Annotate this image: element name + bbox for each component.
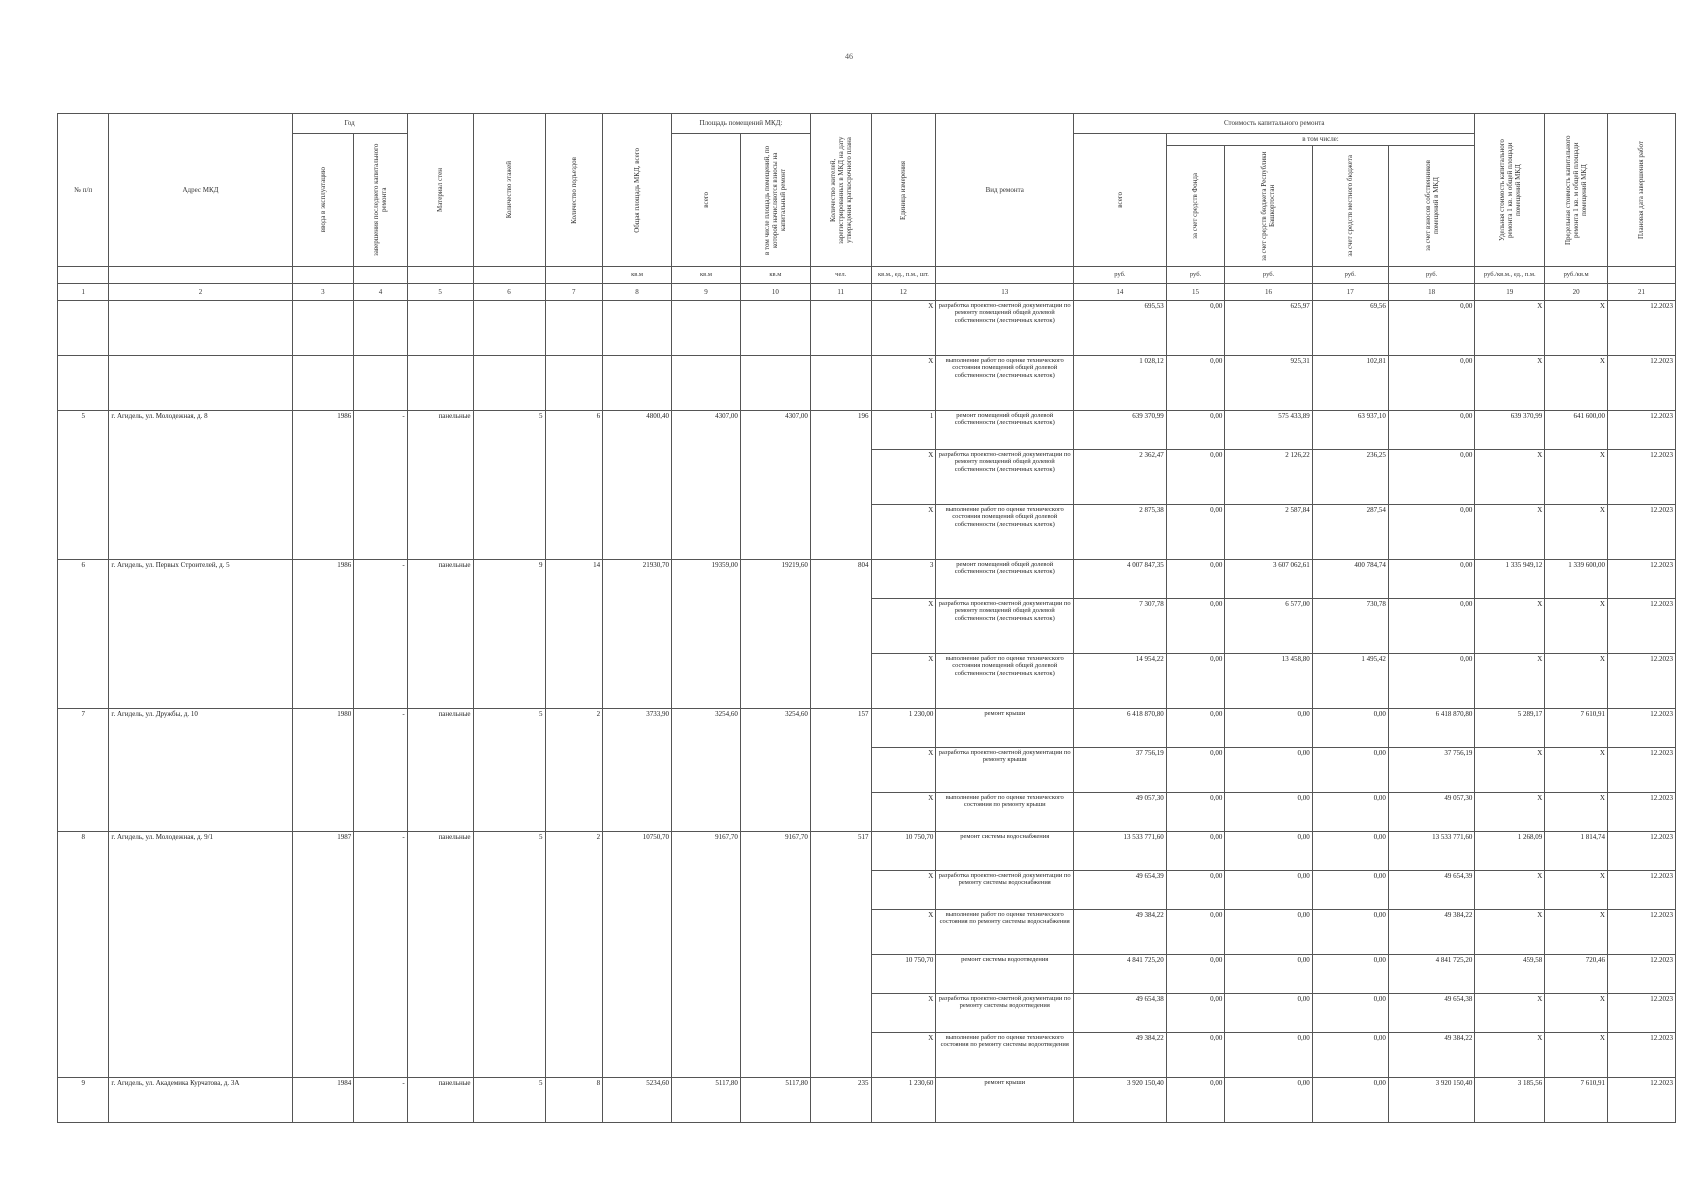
repair-type-cell: разработка проектно-сметной документации по ремонту помещений общей долевой собственности (лестничных клеток) — [936, 450, 1074, 505]
rooms-area-cell: 3254,60 — [672, 709, 741, 832]
specific-cost-cell: X — [1475, 356, 1545, 411]
date-cell: 12.2023 — [1607, 793, 1675, 832]
cost-fund-cell: 0,00 — [1166, 910, 1225, 955]
cost-total-cell: 14 954,22 — [1074, 654, 1167, 709]
repair-type-cell: ремонт системы водоснабжения — [936, 832, 1074, 871]
cost-total-cell: 3 920 150,40 — [1074, 1078, 1167, 1123]
cost-owners-cell: 49 057,30 — [1388, 793, 1474, 832]
date-cell: 12.2023 — [1607, 301, 1675, 356]
cost-owners-cell: 0,00 — [1388, 450, 1474, 505]
wall-material-cell: панельные — [407, 560, 473, 709]
cost-local-cell: 236,25 — [1312, 450, 1388, 505]
cost-fund-cell: 0,00 — [1166, 505, 1225, 560]
cost-local-cell: 0,00 — [1312, 832, 1388, 871]
repair-type-cell: разработка проектно-сметной документации по ремонту помещений общей долевой собственности (лестничных клеток) — [936, 301, 1074, 356]
address-cell: г. Агидель, ул. Дружбы, д. 10 — [109, 709, 292, 832]
limit-cost-cell: 7 610,91 — [1545, 1078, 1608, 1123]
cost-total-cell: 2 362,47 — [1074, 450, 1167, 505]
floors-cell: 5 — [473, 411, 545, 560]
cost-owners-cell: 0,00 — [1388, 560, 1474, 599]
cost-local-cell: 102,81 — [1312, 356, 1388, 411]
specific-cost-cell: X — [1475, 450, 1545, 505]
cost-rb-cell: 0,00 — [1225, 955, 1312, 994]
specific-cost-cell: X — [1475, 1033, 1545, 1078]
unit-cell: X — [871, 793, 936, 832]
cost-local-cell: 0,00 — [1312, 748, 1388, 793]
unit-cell: X — [871, 450, 936, 505]
unit-cell: X — [871, 505, 936, 560]
last-repair-cell: - — [354, 1078, 408, 1123]
floors-cell: 5 — [473, 832, 545, 1078]
header-unit: Единица измерения — [871, 114, 936, 267]
residents-cell: 157 — [810, 709, 871, 832]
cost-total-cell: 49 384,22 — [1074, 910, 1167, 955]
row-number-cell: 8 — [58, 832, 109, 1078]
cost-total-cell: 639 370,99 — [1074, 411, 1167, 450]
table-row — [58, 411, 1676, 450]
unit-cell: X — [871, 910, 936, 955]
address-cell: г. Агидель, ул. Молодежная, д. 9/1 — [109, 832, 292, 1078]
cost-local-cell: 0,00 — [1312, 955, 1388, 994]
residents-cell: 804 — [810, 560, 871, 709]
limit-cost-cell: X — [1545, 654, 1608, 709]
date-cell: 12.2023 — [1607, 599, 1675, 654]
specific-cost-cell: X — [1475, 871, 1545, 910]
cost-local-cell: 0,00 — [1312, 709, 1388, 748]
entrances-cell: 6 — [545, 411, 603, 560]
specific-cost-cell: 5 289,17 — [1475, 709, 1545, 748]
row-number-cell: 7 — [58, 709, 109, 832]
repair-type-cell: выполнение работ по оценке технического состояния по ремонту крыши — [936, 793, 1074, 832]
unit-cell: 10 750,70 — [871, 832, 936, 871]
cost-total-cell: 4 841 725,20 — [1074, 955, 1167, 994]
year-cell: 1980 — [292, 709, 354, 832]
date-cell: 12.2023 — [1607, 1033, 1675, 1078]
repair-type-cell: выполнение работ по оценке технического состояния по ремонту системы водоснабжения — [936, 910, 1074, 955]
floors-cell: 5 — [473, 1078, 545, 1123]
table-row — [58, 832, 1676, 871]
limit-cost-cell: 7 610,91 — [1545, 709, 1608, 748]
unit-cell: X — [871, 301, 936, 356]
cost-fund-cell: 0,00 — [1166, 871, 1225, 910]
repair-type-cell: выполнение работ по оценке технического состояния помещений общей долевой собственности (лестничных клеток) — [936, 654, 1074, 709]
specific-cost-cell: 459,58 — [1475, 955, 1545, 994]
cost-rb-cell: 0,00 — [1225, 748, 1312, 793]
table-header — [58, 114, 1676, 301]
cost-rb-cell: 0,00 — [1225, 871, 1312, 910]
address-cell: г. Агидель, ул. Молодежная, д. 8 — [109, 411, 292, 560]
cost-local-cell: 63 937,10 — [1312, 411, 1388, 450]
repair-type-cell: ремонт крыши — [936, 709, 1074, 748]
cost-total-cell: 13 533 771,60 — [1074, 832, 1167, 871]
address-cell: г. Агидель, ул. Первых Строителей, д. 5 — [109, 560, 292, 709]
cost-total-cell: 1 028,12 — [1074, 356, 1167, 411]
cost-rb-cell: 625,97 — [1225, 301, 1312, 356]
last-repair-cell: - — [354, 709, 408, 832]
row-number-cell: 6 — [58, 560, 109, 709]
floors-cell: 5 — [473, 709, 545, 832]
header-repair-type: Вид ремонта — [936, 114, 1074, 267]
limit-cost-cell: X — [1545, 871, 1608, 910]
cost-rb-cell: 0,00 — [1225, 1033, 1312, 1078]
cost-local-cell: 0,00 — [1312, 1078, 1388, 1123]
cost-rb-cell: 0,00 — [1225, 1078, 1312, 1123]
cost-total-cell: 49 654,38 — [1074, 994, 1167, 1033]
cost-local-cell: 0,00 — [1312, 994, 1388, 1033]
header-local-budget: за счет средств местного бюджета — [1312, 146, 1388, 267]
entrances-cell: 14 — [545, 560, 603, 709]
cost-local-cell: 0,00 — [1312, 871, 1388, 910]
limit-cost-cell: X — [1545, 1033, 1608, 1078]
cost-fund-cell: 0,00 — [1166, 994, 1225, 1033]
cost-owners-cell: 0,00 — [1388, 654, 1474, 709]
cost-fund-cell: 0,00 — [1166, 832, 1225, 871]
residents-cell: 517 — [810, 832, 871, 1078]
specific-cost-cell: X — [1475, 301, 1545, 356]
header-specific-cost: Удельная стоимость капитального ремонта 1 кв. м общей площади помещений МКД — [1475, 114, 1545, 267]
header-entrances: Количество подъездов — [545, 114, 603, 267]
unit-cell: 3 — [871, 560, 936, 599]
cost-rb-cell: 0,00 — [1225, 832, 1312, 871]
cost-fund-cell: 0,00 — [1166, 955, 1225, 994]
cost-owners-cell: 37 756,19 — [1388, 748, 1474, 793]
date-cell: 12.2023 — [1607, 871, 1675, 910]
cost-owners-cell: 0,00 — [1388, 301, 1474, 356]
date-cell: 12.2023 — [1607, 1078, 1675, 1123]
year-cell: 1987 — [292, 832, 354, 1078]
cost-rb-cell: 0,00 — [1225, 994, 1312, 1033]
date-cell: 12.2023 — [1607, 709, 1675, 748]
cost-total-cell: 49 384,22 — [1074, 1033, 1167, 1078]
repair-type-cell: разработка проектно-сметной документации по ремонту системы водоотведения — [936, 994, 1074, 1033]
capital-repair-table — [57, 113, 1676, 1123]
fee-area-cell: 9167,70 — [740, 832, 810, 1078]
header-wall-material: Материал стен — [407, 114, 473, 267]
table-body — [58, 301, 1676, 1123]
cost-fund-cell: 0,00 — [1166, 1033, 1225, 1078]
cost-rb-cell: 575 433,89 — [1225, 411, 1312, 450]
header-cost-group: Стоимость капитального ремонта — [1074, 114, 1475, 134]
cost-fund-cell: 0,00 — [1166, 356, 1225, 411]
cost-rb-cell: 0,00 — [1225, 709, 1312, 748]
specific-cost-cell: X — [1475, 654, 1545, 709]
cost-owners-cell: 0,00 — [1388, 356, 1474, 411]
column-numbers-row: 1 2 3 4 5 6 7 8 9 10 11 12 13 14 15 16 17 18 19 20 21 — [58, 284, 1676, 301]
cost-owners-cell: 49 654,38 — [1388, 994, 1474, 1033]
limit-cost-cell: X — [1545, 994, 1608, 1033]
repair-type-cell: выполнение работ по оценке технического состояния помещений общей долевой собственности (лестничных клеток) — [936, 505, 1074, 560]
date-cell: 12.2023 — [1607, 910, 1675, 955]
limit-cost-cell: X — [1545, 356, 1608, 411]
cost-rb-cell: 6 577,00 — [1225, 599, 1312, 654]
unit-cell: 1 230,00 — [871, 709, 936, 748]
cost-owners-cell: 0,00 — [1388, 411, 1474, 450]
specific-cost-cell: 1 268,09 — [1475, 832, 1545, 871]
unit-cell: X — [871, 599, 936, 654]
specific-cost-cell: X — [1475, 748, 1545, 793]
last-repair-cell: - — [354, 411, 408, 560]
fee-area-cell: 3254,60 — [740, 709, 810, 832]
header-area-fee: в том числе площадь помещений, по которой начисляются взносы на капитальный ремонт — [740, 134, 810, 267]
header-owners: за счет взносов собственников помещений в МКД — [1388, 146, 1474, 267]
date-cell: 12.2023 — [1607, 955, 1675, 994]
cost-owners-cell: 0,00 — [1388, 599, 1474, 654]
cost-total-cell: 37 756,19 — [1074, 748, 1167, 793]
repair-type-cell: ремонт системы водоотведения — [936, 955, 1074, 994]
unit-cell: X — [871, 748, 936, 793]
header-year-commission: ввода в эксплуатацию — [292, 134, 354, 267]
date-cell: 12.2023 — [1607, 832, 1675, 871]
header-num: № п/п — [58, 114, 109, 267]
entrances-cell: 2 — [545, 832, 603, 1078]
date-cell: 12.2023 — [1607, 994, 1675, 1033]
cost-owners-cell: 49 654,39 — [1388, 871, 1474, 910]
wall-material-cell: панельные — [407, 1078, 473, 1123]
header-address: Адрес МКД — [109, 114, 292, 267]
residents-cell: 196 — [810, 411, 871, 560]
date-cell: 12.2023 — [1607, 450, 1675, 505]
limit-cost-cell: X — [1545, 748, 1608, 793]
limit-cost-cell: X — [1545, 505, 1608, 560]
header-limit-cost: Предельная стоимость капитального ремонта 1 кв. м общей площади помещений МКД — [1545, 114, 1608, 267]
unit-cell: 1 230,60 — [871, 1078, 936, 1123]
cost-total-cell: 49 654,39 — [1074, 871, 1167, 910]
table-row — [58, 301, 1676, 356]
unit-cell: 1 — [871, 411, 936, 450]
fee-area-cell: 5117,80 — [740, 1078, 810, 1123]
rooms-area-cell: 19359,00 — [672, 560, 741, 709]
wall-material-cell: панельные — [407, 832, 473, 1078]
cost-owners-cell: 0,00 — [1388, 505, 1474, 560]
wall-material-cell: панельные — [407, 709, 473, 832]
date-cell: 12.2023 — [1607, 654, 1675, 709]
cost-local-cell: 400 784,74 — [1312, 560, 1388, 599]
unit-cell: X — [871, 654, 936, 709]
total-area-cell: 5234,60 — [603, 1078, 672, 1123]
cost-owners-cell: 3 920 150,40 — [1388, 1078, 1474, 1123]
wall-material-cell: панельные — [407, 411, 473, 560]
cost-fund-cell: 0,00 — [1166, 748, 1225, 793]
header-area-group: Площадь помещений МКД: — [672, 114, 811, 134]
cost-local-cell: 287,54 — [1312, 505, 1388, 560]
limit-cost-cell: X — [1545, 301, 1608, 356]
rooms-area-cell: 4307,00 — [672, 411, 741, 560]
total-area-cell: 4800,40 — [603, 411, 672, 560]
repair-type-cell: разработка проектно-сметной документации по ремонту системы водоснабжения — [936, 871, 1074, 910]
unit-cell: X — [871, 994, 936, 1033]
specific-cost-cell: 1 335 949,12 — [1475, 560, 1545, 599]
unit-cell: X — [871, 1033, 936, 1078]
cost-owners-cell: 13 533 771,60 — [1388, 832, 1474, 871]
units-row: кв.м кв.м кв.м чел. кв.м., ед., п.м., шт. руб. руб. руб. руб. руб. руб./кв.м., ед., п.м. руб./кв.м — [58, 267, 1676, 284]
cost-rb-cell: 0,00 — [1225, 793, 1312, 832]
date-cell: 12.2023 — [1607, 356, 1675, 411]
unit-cell: 10 750,70 — [871, 955, 936, 994]
cost-rb-cell: 2 587,84 — [1225, 505, 1312, 560]
cost-rb-cell: 3 607 062,61 — [1225, 560, 1312, 599]
limit-cost-cell: 641 600,00 — [1545, 411, 1608, 450]
limit-cost-cell: X — [1545, 793, 1608, 832]
cost-local-cell: 0,00 — [1312, 910, 1388, 955]
repair-type-cell: выполнение работ по оценке технического состояния по ремонту системы водоотведения — [936, 1033, 1074, 1078]
limit-cost-cell: X — [1545, 599, 1608, 654]
year-cell: 1984 — [292, 1078, 354, 1123]
unit-cell: X — [871, 871, 936, 910]
date-cell: 12.2023 — [1607, 411, 1675, 450]
cost-owners-cell: 6 418 870,80 — [1388, 709, 1474, 748]
header-republic-budget: за счет средств бюджета Республики Башкортостан — [1225, 146, 1312, 267]
fee-area-cell: 19219,60 — [740, 560, 810, 709]
cost-local-cell: 0,00 — [1312, 1033, 1388, 1078]
page-number: 46 — [845, 52, 853, 61]
entrances-cell: 2 — [545, 709, 603, 832]
cost-total-cell: 7 307,78 — [1074, 599, 1167, 654]
limit-cost-cell: X — [1545, 450, 1608, 505]
header-cost-total: всего — [1074, 134, 1167, 267]
cost-rb-cell: 13 458,80 — [1225, 654, 1312, 709]
header-residents: Количество жителей, зарегистрированных в МКД на дату утверждения краткосрочного плана — [810, 114, 871, 267]
cost-fund-cell: 0,00 — [1166, 411, 1225, 450]
header-incl-group: в том числе: — [1166, 134, 1475, 146]
fee-area-cell: 4307,00 — [740, 411, 810, 560]
cost-total-cell: 4 007 847,35 — [1074, 560, 1167, 599]
cost-fund-cell: 0,00 — [1166, 1078, 1225, 1123]
date-cell: 12.2023 — [1607, 505, 1675, 560]
table-row — [58, 1078, 1676, 1123]
limit-cost-cell: 1 339 600,00 — [1545, 560, 1608, 599]
date-cell: 12.2023 — [1607, 748, 1675, 793]
limit-cost-cell: 1 814,74 — [1545, 832, 1608, 871]
total-area-cell: 3733,90 — [603, 709, 672, 832]
cost-rb-cell: 925,31 — [1225, 356, 1312, 411]
header-planned-date: Плановая дата завершения работ — [1607, 114, 1675, 267]
last-repair-cell: - — [354, 560, 408, 709]
specific-cost-cell: X — [1475, 793, 1545, 832]
row-number-cell: 9 — [58, 1078, 109, 1123]
total-area-cell: 10750,70 — [603, 832, 672, 1078]
repair-type-cell: разработка проектно-сметной документации по ремонту крыши — [936, 748, 1074, 793]
cost-fund-cell: 0,00 — [1166, 599, 1225, 654]
specific-cost-cell: X — [1475, 994, 1545, 1033]
total-area-cell: 21930,70 — [603, 560, 672, 709]
repair-type-cell: разработка проектно-сметной документации по ремонту помещений общей долевой собственности (лестничных клеток) — [936, 599, 1074, 654]
limit-cost-cell: 720,46 — [1545, 955, 1608, 994]
cost-total-cell: 695,53 — [1074, 301, 1167, 356]
rooms-area-cell: 9167,70 — [672, 832, 741, 1078]
cost-local-cell: 1 495,42 — [1312, 654, 1388, 709]
cost-fund-cell: 0,00 — [1166, 301, 1225, 356]
header-year-group: Год — [292, 114, 407, 134]
specific-cost-cell: 639 370,99 — [1475, 411, 1545, 450]
table-row — [58, 356, 1676, 411]
cost-fund-cell: 0,00 — [1166, 654, 1225, 709]
cost-fund-cell: 0,00 — [1166, 560, 1225, 599]
cost-local-cell: 69,56 — [1312, 301, 1388, 356]
specific-cost-cell: X — [1475, 910, 1545, 955]
cost-rb-cell: 0,00 — [1225, 910, 1312, 955]
cost-total-cell: 49 057,30 — [1074, 793, 1167, 832]
table-row — [58, 709, 1676, 748]
header-floors: Количество этажей — [473, 114, 545, 267]
cost-total-cell: 2 875,38 — [1074, 505, 1167, 560]
header-year-last-repair: завершения последнего капитального ремонта — [354, 134, 408, 267]
entrances-cell: 8 — [545, 1078, 603, 1123]
specific-cost-cell: X — [1475, 505, 1545, 560]
cost-owners-cell: 49 384,22 — [1388, 1033, 1474, 1078]
cost-fund-cell: 0,00 — [1166, 793, 1225, 832]
table-row — [58, 560, 1676, 599]
residents-cell: 235 — [810, 1078, 871, 1123]
year-cell: 1986 — [292, 560, 354, 709]
year-cell: 1986 — [292, 411, 354, 560]
specific-cost-cell: 3 185,56 — [1475, 1078, 1545, 1123]
row-number-cell: 5 — [58, 411, 109, 560]
cost-fund-cell: 0,00 — [1166, 450, 1225, 505]
header-total-area: Общая площадь МКД, всего — [603, 114, 672, 267]
repair-type-cell: ремонт помещений общей долевой собственности (лестничных клеток) — [936, 411, 1074, 450]
cost-owners-cell: 49 384,22 — [1388, 910, 1474, 955]
unit-cell: X — [871, 356, 936, 411]
last-repair-cell: - — [354, 832, 408, 1078]
header-area-total: всего — [672, 134, 741, 267]
repair-type-cell: ремонт помещений общей долевой собственности (лестничных клеток) — [936, 560, 1074, 599]
rooms-area-cell: 5117,80 — [672, 1078, 741, 1123]
cost-local-cell: 730,78 — [1312, 599, 1388, 654]
cost-total-cell: 6 418 870,80 — [1074, 709, 1167, 748]
address-cell: г. Агидель, ул. Академика Курчатова, д. 3А — [109, 1078, 292, 1123]
cost-owners-cell: 4 841 725,20 — [1388, 955, 1474, 994]
repair-type-cell: ремонт крыши — [936, 1078, 1074, 1123]
cost-rb-cell: 2 126,22 — [1225, 450, 1312, 505]
cost-local-cell: 0,00 — [1312, 793, 1388, 832]
date-cell: 12.2023 — [1607, 560, 1675, 599]
cost-fund-cell: 0,00 — [1166, 709, 1225, 748]
repair-type-cell: выполнение работ по оценке технического состояния помещений общей долевой собственности (лестничных клеток) — [936, 356, 1074, 411]
limit-cost-cell: X — [1545, 910, 1608, 955]
header-fund: за счет средств Фонда — [1166, 146, 1225, 267]
floors-cell: 9 — [473, 560, 545, 709]
specific-cost-cell: X — [1475, 599, 1545, 654]
